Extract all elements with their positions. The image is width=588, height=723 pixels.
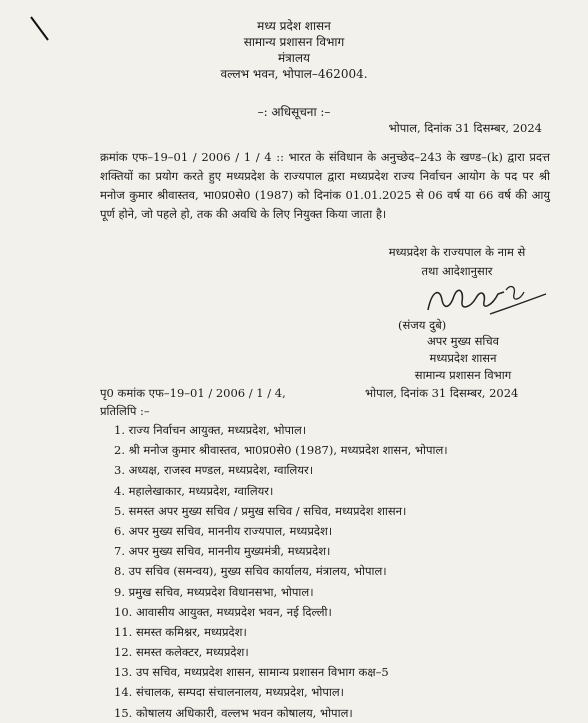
header-department: सामान्य प्रशासन विभाग <box>243 35 345 49</box>
list-item: 3. अध्यक्ष, राजस्व मण्डल, मध्यप्रदेश, ग्वालियर। <box>114 463 314 478</box>
list-item: 5. समस्त अपर मुख्य सचिव / प्रमुख सचिव / सचिव, मध्यप्रदेश शासन। <box>114 503 407 518</box>
endorsement-number: पृ0 कमांक एफ–19–01 / 2006 / 1 / 4, <box>100 386 286 400</box>
governor-order-line-2: तथा आदेशानुसार <box>421 264 493 278</box>
signatory-designation <box>378 333 548 384</box>
designation-line-2: मध्यप्रदेश शासन <box>429 351 497 365</box>
header-secretariat: मंत्रालय <box>277 51 310 65</box>
list-item: 2. श्री मनोज कुमार श्रीवास्तव, भा0प्र0से0 (1987), मध्यप्रदेश शासन, भोपाल। <box>114 443 448 458</box>
list-item: 9. प्रमुख सचिव, मध्यप्रदेश विधानसभा, भोपाल। <box>114 584 314 599</box>
list-item: 6. अपर मुख्य सचिव, माननीय राज्यपाल, मध्यप्रदेश। <box>114 523 333 538</box>
designation-line-1: अपर मुख्य सचिव <box>426 334 500 348</box>
list-item: 15. कोषालय अधिकारी, वल्लभ भवन कोषालय, भोपाल। <box>114 705 353 720</box>
copy-to-label: प्रतिलिपि :– <box>100 404 150 418</box>
header-address: वल्लभ भवन, भोपाल–462004. <box>220 67 368 81</box>
department-header <box>0 18 588 82</box>
list-item: 1. राज्य निर्वाचन आयुक्त, मध्यप्रदेश, भोपाल। <box>114 423 307 437</box>
list-item: 8. उप सचिव (समन्वय), मुख्य सचिव कार्यालय, मंत्रालय, भोपाल। <box>114 564 387 579</box>
governor-order <box>362 243 552 281</box>
notification-body: क्रमांक एफ–19–01 / 2006 / 1 / 4 :: भारत के संविधान के अनुच्छेद–243 के खण्ड–(k) द्वारा प्रदत्त शक्तियों का प्रयोग करते हुए मध्यप्रदेश के राज्यपाल द्वारा मध्यप्रदेश राज्य निर्वाचन आयोग के पद पर श्री मनोज कुमार श्रीवास्तव, भा0प्र0से0 (1987) को दिनांक 01.01.2025 से 06 वर्ष या 66 वर्ष की आयु पूर्ण होने, जो पहले हो, तक की अवधि के लिए नियुक्त किया जाता है। <box>100 150 550 221</box>
list-item: 10. आवासीय आयुक्त, मध्यप्रदेश भवन, नई दिल्ली। <box>114 604 332 619</box>
issue-date: भोपाल, दिनांक 31 दिसम्बर, 2024 <box>388 121 542 135</box>
list-item: 13. उप सचिव, मध्यप्रदेश शासन, सामान्य प्रशासन विभाग कक्ष–5 <box>114 665 389 680</box>
list-item: 12. समस्त कलेक्टर, मध्यप्रदेश। <box>114 645 249 660</box>
copy-to-list <box>114 420 448 723</box>
endorsement-reference <box>100 386 550 401</box>
header-government: मध्य प्रदेश शासन <box>257 19 331 33</box>
signatory-name: (संजय दुबे) <box>398 318 447 332</box>
designation-line-3: सामान्य प्रशासन विभाग <box>414 368 512 382</box>
list-item: 4. महालेखाकार, मध्यप्रदेश, ग्वालियर। <box>114 483 274 498</box>
list-item: 7. अपर मुख्य सचिव, माननीय मुख्यमंत्री, मध्यप्रदेश। <box>114 544 331 559</box>
notification-title: –: अधिसूचना :– <box>257 105 331 119</box>
endorsement-date: भोपाल, दिनांक 31 दिसम्बर, 2024 <box>365 386 519 400</box>
list-item: 14. संचालक, सम्पदा संचालनालय, मध्यप्रदेश, भोपाल। <box>114 685 345 700</box>
list-item: 11. समस्त कमिश्नर, मध्यप्रदेश। <box>114 624 247 639</box>
governor-order-line-1: मध्यप्रदेश के राज्यपाल के नाम से <box>388 245 526 259</box>
